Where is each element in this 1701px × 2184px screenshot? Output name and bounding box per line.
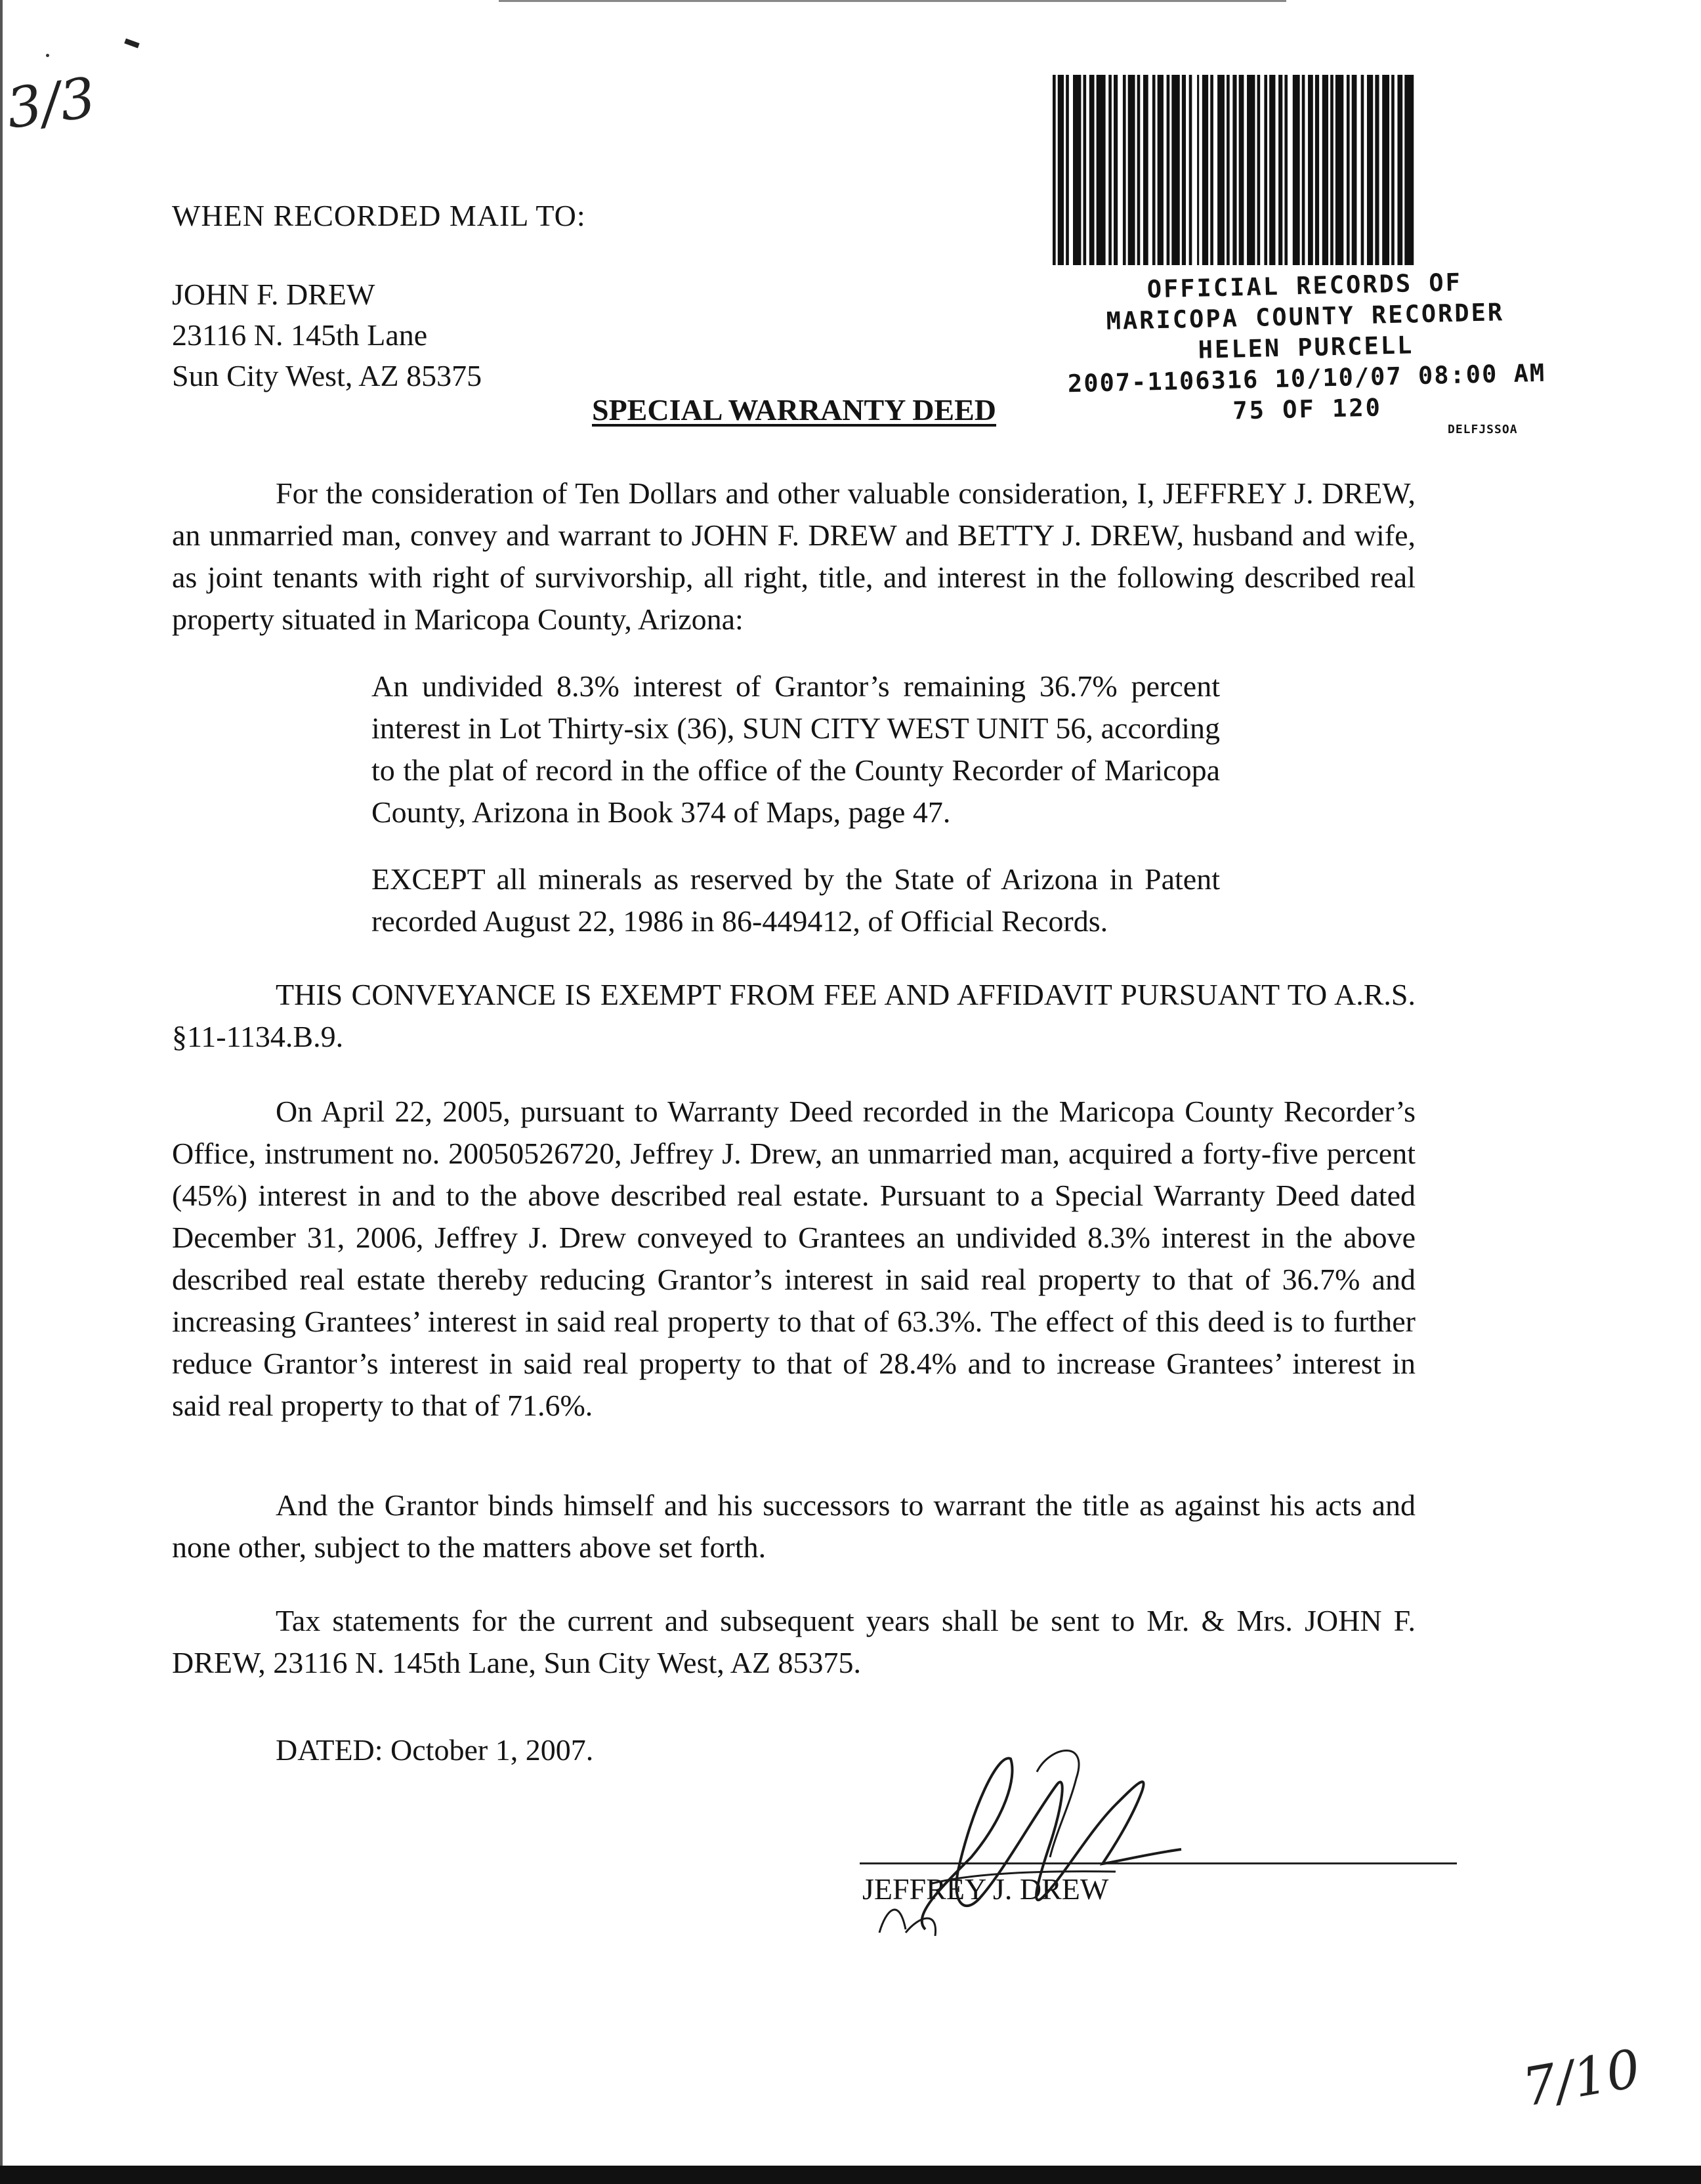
barcode-bar	[1152, 75, 1156, 265]
barcode-bar	[1239, 75, 1244, 265]
barcode-bar	[1232, 75, 1236, 265]
scan-speck	[124, 38, 139, 48]
barcode-bar	[1083, 75, 1087, 265]
signer-printed-name: JEFFREY J. DREW	[862, 1872, 1109, 1906]
barcode-bar	[1293, 75, 1300, 265]
mail-to-name: JOHN F. DREW	[172, 278, 375, 311]
barcode-bar	[1315, 75, 1319, 265]
barcode-bar	[1375, 75, 1379, 265]
barcode-bar	[1143, 75, 1148, 265]
barcode-bar	[1247, 75, 1255, 265]
mail-to-street: 23116 N. 145th Lane	[172, 318, 428, 352]
barcode-bar	[1382, 75, 1389, 265]
barcode-bar	[1335, 75, 1343, 265]
scan-top-edge	[499, 0, 1286, 2]
stamp-line-recorder: HELEN PURCELL	[1198, 331, 1414, 364]
barcode-bar	[1227, 75, 1230, 265]
barcode-bar	[1123, 75, 1126, 265]
barcode-bar	[1108, 75, 1112, 265]
scan-left-edge	[0, 0, 3, 2184]
barcode-bar	[1197, 75, 1199, 265]
barcode-bar	[1182, 75, 1186, 265]
stamp-line-page-count: 75 OF 120	[1232, 393, 1383, 425]
document-title: SPECIAL WARRANTY DEED	[592, 393, 997, 427]
recorder-barcode	[1053, 75, 1512, 265]
barcode-bar	[1210, 75, 1213, 265]
mineral-exception: EXCEPT all minerals as reserved by the State of Arizona in Patent recorded August 22, 1986 in 86-449412, of Official Records.	[371, 862, 1220, 938]
property-description: An undivided 8.3% interest of Grantor’s remaining 36.7% percent interest in Lot Thirty-six (36), SUN CITY WEST UNIT 56, according to the plat of record in the office of the County Recorder of Maricopa County, Arizona in Book 374 of Maps, page 47.	[371, 669, 1220, 829]
stamp-line-official: OFFICIAL RECORDS OF	[1146, 268, 1463, 304]
barcode-bar	[1202, 75, 1208, 265]
barcode-bar	[1352, 75, 1357, 265]
barcode-bar	[1322, 75, 1328, 265]
consideration-paragraph: For the consideration of Ten Dollars and other valuable consideration, I, JEFFREY J. DREW, an unmarried man, convey and warrant to JOHN F. DREW and BETTY J. DREW, husband and wife, as joint tenants with right of survivorship, all right, title, and interest in the following described real property situated in Maricopa County, Arizona:	[172, 476, 1416, 636]
barcode-bar	[1128, 75, 1135, 265]
barcode-bar	[1053, 75, 1056, 265]
barcode-bar	[1137, 75, 1141, 265]
barcode-bar	[1073, 75, 1081, 265]
barcode-bar	[1097, 75, 1106, 265]
mail-to-city: Sun City West, AZ 85375	[172, 359, 482, 392]
barcode-bar	[1257, 75, 1261, 265]
scan-bottom-edge	[0, 2166, 1701, 2184]
scan-dot	[46, 54, 49, 57]
barcode-bar	[1066, 75, 1069, 265]
barcode-bar	[1217, 75, 1225, 265]
barcode-bar	[1302, 75, 1305, 265]
barcode-bar	[1397, 75, 1402, 265]
barcode-bar	[1089, 75, 1095, 265]
barcode-bar	[1158, 75, 1164, 265]
handwritten-signature	[840, 1732, 1208, 1949]
barcode-bar	[1167, 75, 1170, 265]
mail-to-address	[172, 274, 482, 396]
barcode-bar	[1404, 75, 1414, 265]
recorder-stamp	[1015, 264, 1596, 431]
handwritten-page-mark: 3/3	[2, 65, 100, 141]
barcode-bar	[1264, 75, 1267, 265]
barcode-bar	[1269, 75, 1275, 265]
tax-paragraph: Tax statements for the current and subsequent years shall be sent to Mr. & Mrs. JOHN F. DREW, 23116 N. 145th Lane, Sun City West, AZ 85375.	[172, 1604, 1416, 1679]
barcode-bar	[1308, 75, 1313, 265]
barcode-bar	[1278, 75, 1282, 265]
barcode-bar	[1058, 75, 1064, 265]
barcode-bar	[1367, 75, 1373, 265]
barcode-bar	[1114, 75, 1118, 265]
dated-line: DATED: October 1, 2007.	[276, 1733, 594, 1767]
barcode-bar	[1171, 75, 1179, 265]
stamp-line-instrument: 2007-1106316 10/10/07 08:00 AM	[1067, 358, 1546, 398]
exemption-paragraph: THIS CONVEYANCE IS EXEMPT FROM FEE AND AFFIDAVIT PURSUANT TO A.R.S. §11-1134.B.9.	[172, 978, 1416, 1053]
barcode-bar	[1284, 75, 1288, 265]
barcode-bar	[1347, 75, 1350, 265]
stamp-code: DELFJSSOA	[1448, 423, 1518, 436]
barcode-bar	[1189, 75, 1192, 265]
mail-to-label: WHEN RECORDED MAIL TO:	[172, 199, 586, 232]
barcode-bar	[1361, 75, 1364, 265]
barcode-bar	[1391, 75, 1395, 265]
binding-paragraph: And the Grantor binds himself and his successors to warrant the title as against his acts and none other, subject to the matters above set forth.	[172, 1488, 1416, 1564]
stamp-line-county: MARICOPA COUNTY RECORDER	[1106, 298, 1505, 335]
handwritten-batch-mark: 7/10	[1518, 2038, 1645, 2118]
history-paragraph: On April 22, 2005, pursuant to Warranty Deed recorded in the Maricopa County Recorder’s Office, instrument no. 20050526720, Jeffrey J. Drew, an unmarried man, acquired a forty-five percent (45%) interest in and to the above described real estate. Pursuant to a Special Warranty Deed dated December 31, 2006, Jeffrey J. Drew conveyed to Grantees an undivided 8.3% interest in the above described real estate thereby reducing Grantor’s interest in said real property to that of 36.7% and increasing Grantees’ interest in said real property to that of 63.3%. The effect of this deed is to further reduce Grantor’s interest in said real property to that of 28.4% and to increase Grantees’ interest in said real property to that of 71.6%.	[172, 1095, 1416, 1422]
barcode-bar	[1330, 75, 1334, 265]
